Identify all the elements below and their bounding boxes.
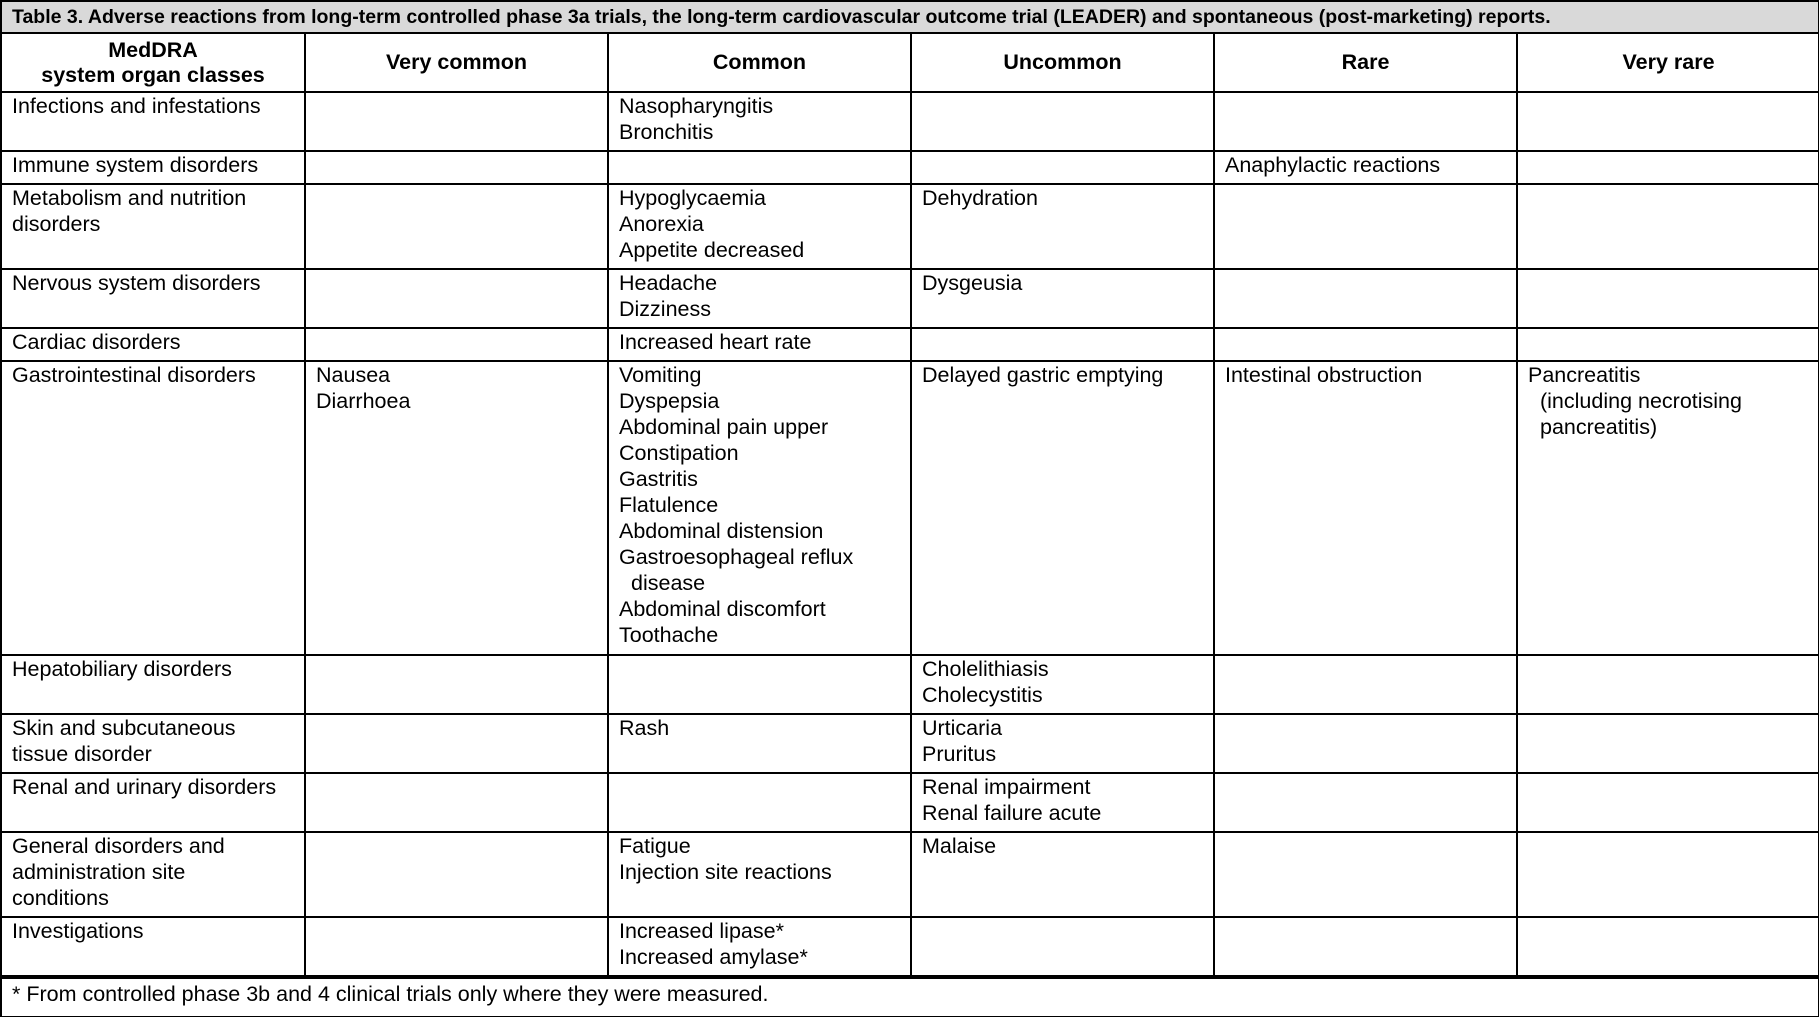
cell-soc (2, 917, 305, 976)
cell-rare (1214, 832, 1517, 917)
cell-rare (1214, 184, 1517, 269)
system-organ-class-label: administration site (12, 860, 186, 884)
reaction-item: Dehydration (922, 186, 1038, 210)
reaction-item: Appetite decreased (619, 238, 805, 262)
cell-very-rare (1517, 92, 1819, 151)
cell-soc (2, 151, 305, 184)
cell-very-common (305, 361, 608, 655)
cell-uncommon (911, 773, 1214, 832)
cell-very-rare (1517, 361, 1819, 655)
cell-soc (2, 361, 305, 655)
cell-rare (1214, 328, 1517, 361)
system-organ-class-label: Infections and infestations (12, 94, 261, 118)
table-row (2, 184, 1819, 269)
header-uncommon: Uncommon (911, 34, 1214, 92)
reaction-item: Cholelithiasis (922, 657, 1049, 681)
header-soc-line1: MedDRA (108, 37, 198, 62)
reaction-item: Pancreatitis (1528, 363, 1641, 387)
cell-soc (2, 184, 305, 269)
cell-very-common (305, 917, 608, 976)
cell-very-common (305, 773, 608, 832)
reaction-item: Nasopharyngitis (619, 94, 774, 118)
cell-very-common (305, 92, 608, 151)
table-row (2, 832, 1819, 917)
reaction-item: Abdominal distension (619, 519, 824, 543)
reaction-item: Gastritis (619, 467, 698, 491)
header-rare: Rare (1214, 34, 1517, 92)
reaction-item: Increased amylase* (619, 945, 808, 969)
cell-very-rare (1517, 269, 1819, 328)
system-organ-class-label: General disorders and (12, 834, 225, 858)
cell-rare (1214, 269, 1517, 328)
cell-uncommon (911, 151, 1214, 184)
system-organ-class-label: disorders (12, 212, 101, 236)
cell-rare (1214, 361, 1517, 655)
table-body (2, 92, 1819, 976)
table-row (2, 269, 1819, 328)
cell-uncommon (911, 361, 1214, 655)
table-footnote: * From controlled phase 3b and 4 clinical trials only where they were measured. (2, 977, 1818, 1009)
cell-very-common (305, 655, 608, 714)
cell-very-common (305, 832, 608, 917)
cell-very-rare (1517, 151, 1819, 184)
cell-uncommon (911, 832, 1214, 917)
cell-rare (1214, 773, 1517, 832)
cell-common (608, 328, 911, 361)
system-organ-class-label: Skin and subcutaneous (12, 716, 236, 740)
system-organ-class-label: tissue disorder (12, 742, 152, 766)
cell-common (608, 151, 911, 184)
reaction-item: Rash (619, 716, 670, 740)
reaction-item: Fatigue (619, 834, 691, 858)
reaction-item: Bronchitis (619, 120, 714, 144)
reaction-item: Diarrhoea (316, 389, 411, 413)
reaction-item: Vomiting (619, 363, 702, 387)
reaction-item: Headache (619, 271, 718, 295)
cell-common (608, 92, 911, 151)
header-very-common: Very common (305, 34, 608, 92)
cell-uncommon (911, 917, 1214, 976)
cell-common (608, 773, 911, 832)
cell-soc (2, 773, 305, 832)
reaction-item: Pruritus (922, 742, 997, 766)
cell-soc (2, 269, 305, 328)
cell-uncommon (911, 655, 1214, 714)
cell-uncommon (911, 184, 1214, 269)
cell-common (608, 917, 911, 976)
header-very-rare: Very rare (1517, 34, 1819, 92)
cell-common (608, 714, 911, 773)
cell-common (608, 361, 911, 655)
cell-uncommon (911, 714, 1214, 773)
header-soc (2, 34, 305, 92)
cell-soc (2, 714, 305, 773)
reaction-item: Dizziness (619, 297, 711, 321)
cell-rare (1214, 714, 1517, 773)
cell-soc (2, 328, 305, 361)
reaction-item: Abdominal discomfort (619, 597, 826, 621)
cell-rare (1214, 92, 1517, 151)
cell-very-rare (1517, 655, 1819, 714)
cell-very-rare (1517, 184, 1819, 269)
header-common: Common (608, 34, 911, 92)
reaction-item: Flatulence (619, 493, 719, 517)
reaction-item: Dyspepsia (619, 389, 720, 413)
table-row (2, 328, 1819, 361)
header-soc-line2: system organ classes (41, 62, 265, 87)
cell-soc (2, 92, 305, 151)
table-caption: Table 3. Adverse reactions from long-term controlled phase 3a trials, the long-term cardiovascular outcome trial (LEADER) and spontaneous (post-marketing) reports. (2, 2, 1818, 34)
reaction-item: Anaphylactic reactions (1225, 153, 1441, 177)
reaction-item: Toothache (619, 623, 719, 647)
cell-very-common (305, 184, 608, 269)
system-organ-class-label: Metabolism and nutrition (12, 186, 247, 210)
reaction-item: pancreatitis) (1540, 415, 1658, 439)
cell-rare (1214, 655, 1517, 714)
reaction-item: Renal failure acute (922, 801, 1102, 825)
cell-very-rare (1517, 714, 1819, 773)
table-row (2, 151, 1819, 184)
reaction-item: Increased heart rate (619, 330, 812, 354)
header-row (2, 34, 1819, 92)
reaction-item: (including necrotising (1540, 389, 1742, 413)
reaction-item: Dysgeusia (922, 271, 1023, 295)
cell-uncommon (911, 328, 1214, 361)
cell-very-common (305, 328, 608, 361)
cell-very-rare (1517, 773, 1819, 832)
cell-very-common (305, 714, 608, 773)
cell-common (608, 655, 911, 714)
reaction-item: Nausea (316, 363, 391, 387)
cell-very-rare (1517, 328, 1819, 361)
system-organ-class-label: Immune system disorders (12, 153, 259, 177)
reaction-item: Malaise (922, 834, 997, 858)
reaction-item: disease (631, 571, 706, 595)
reaction-item: Anorexia (619, 212, 704, 236)
cell-uncommon (911, 269, 1214, 328)
cell-soc (2, 832, 305, 917)
system-organ-class-label: Nervous system disorders (12, 271, 261, 295)
reaction-item: Constipation (619, 441, 739, 465)
reaction-item: Cholecystitis (922, 683, 1043, 707)
table-row (2, 714, 1819, 773)
system-organ-class-label: Hepatobiliary disorders (12, 657, 232, 681)
cell-very-rare (1517, 832, 1819, 917)
table-row (2, 92, 1819, 151)
reaction-item: Intestinal obstruction (1225, 363, 1423, 387)
system-organ-class-label: Cardiac disorders (12, 330, 181, 354)
reaction-item: Gastroesophageal reflux (619, 545, 854, 569)
cell-rare (1214, 151, 1517, 184)
reaction-item: Abdominal pain upper (619, 415, 829, 439)
reaction-item: Urticaria (922, 716, 1003, 740)
cell-very-rare (1517, 917, 1819, 976)
system-organ-class-label: Renal and urinary disorders (12, 775, 277, 799)
cell-common (608, 832, 911, 917)
cell-soc (2, 655, 305, 714)
reaction-item: Increased lipase* (619, 919, 784, 943)
reaction-item: Delayed gastric emptying (922, 363, 1164, 387)
table-row (2, 361, 1819, 655)
reaction-item: Hypoglycaemia (619, 186, 766, 210)
reaction-item: Injection site reactions (619, 860, 832, 884)
cell-very-common (305, 269, 608, 328)
reaction-item: Renal impairment (922, 775, 1091, 799)
cell-uncommon (911, 92, 1214, 151)
system-organ-class-label: Investigations (12, 919, 144, 943)
adverse-reactions-table (2, 34, 1819, 977)
table-row (2, 773, 1819, 832)
cell-common (608, 184, 911, 269)
system-organ-class-label: conditions (12, 886, 109, 910)
table-row (2, 917, 1819, 976)
cell-rare (1214, 917, 1517, 976)
cell-common (608, 269, 911, 328)
table-row (2, 655, 1819, 714)
system-organ-class-label: Gastrointestinal disorders (12, 363, 256, 387)
cell-very-common (305, 151, 608, 184)
